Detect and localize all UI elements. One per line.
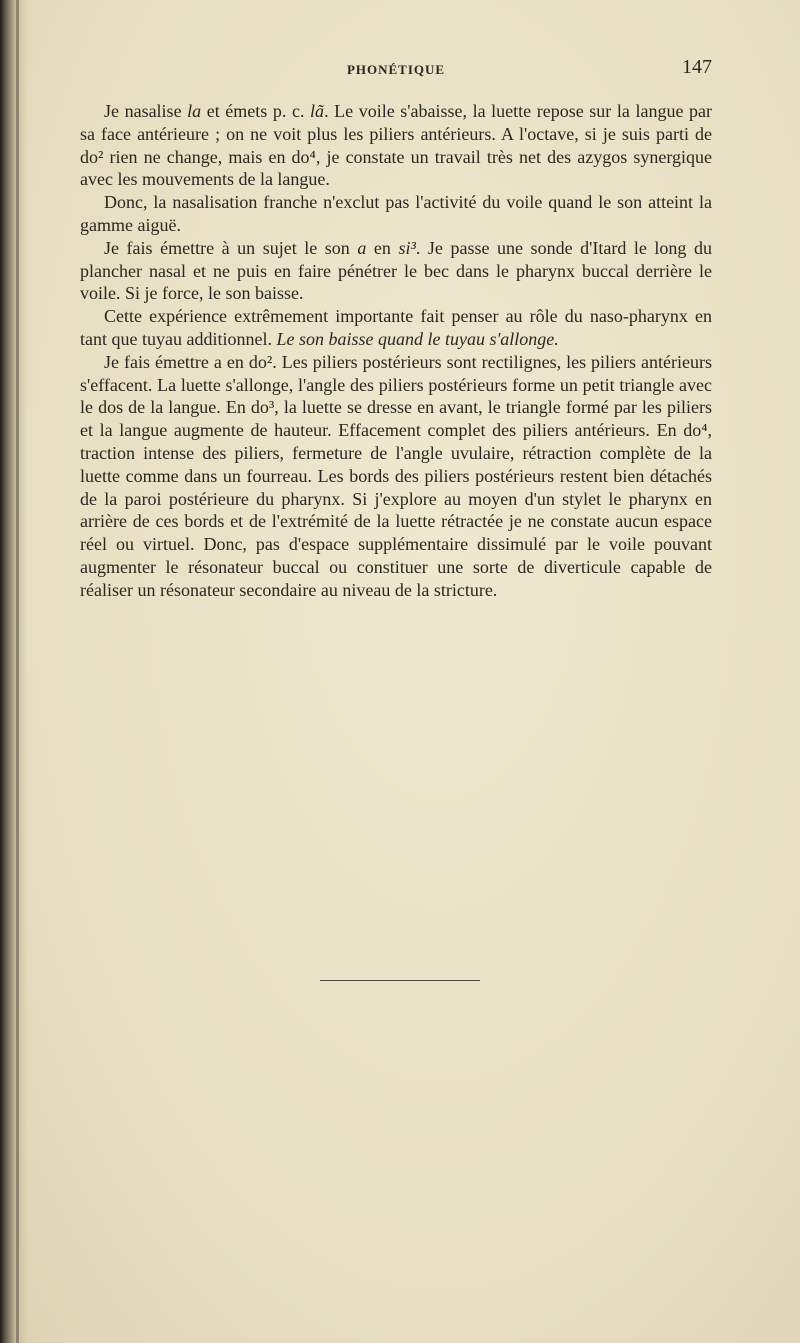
page-header — [80, 56, 712, 84]
paragraph-1 — [80, 100, 712, 191]
paragraph-3 — [80, 237, 712, 305]
paragraph-3-italic-a: a — [357, 237, 367, 258]
paragraph-5: Je fais émettre a en do². Les piliers postérieurs sont rectilignes, les piliers antérieurs s'effacent. La luette s'allonge, l'angle des piliers postérieurs forme un petit triangle avec le dos de la langue. En do³, la luette se dresse en avant, le triangle formé par les piliers et la langue augmente de hauteur. Effacement complet des piliers antérieurs. En do⁴, traction intense des piliers, fermeture de l'angle uvulaire, rétraction complète de la luette comme dans un fourreau. Les bords des piliers postérieurs restent bien détachés de la paroi postérieure du pharynx. Si j'explore au moyen d'un stylet le pharynx en arrière de ces bords et de l'extrémité de la luette rétractée je ne constate aucun espace réel ou virtuel. Donc, pas d'espace supplémentaire dissimulé par le voile pouvant augmenter le résonateur buccal ou constituer une sorte de diverticule capable de réaliser un résonateur secondaire au niveau de la stricture. — [80, 351, 712, 600]
running-head: PHONÉTIQUE — [346, 62, 446, 77]
paragraph-1-italic-la: la — [187, 101, 202, 121]
paragraph-1-text: Je nasalise — [104, 101, 188, 121]
page-number: 147 — [682, 56, 712, 78]
end-rule — [320, 980, 480, 981]
paragraph-2: Donc, la nasalisation franche n'exclut pas l'activité du voile quand le son atteint la gamme aiguë. — [80, 192, 712, 235]
binding-shadow-line — [16, 0, 19, 1343]
paragraph-4 — [80, 305, 712, 351]
paragraph-4-italic-conclusion: Le son baisse quand le tuyau s'allonge. — [276, 328, 559, 349]
paragraph-3-text-end: . Je passe une sonde d'Itard le long du plancher nasal et ne puis en faire pénétrer le bec dans le pharynx buccal derrière le voile. Si je force, le son baisse. — [80, 237, 712, 304]
paragraph-3-text-mid: en — [366, 237, 399, 258]
paragraph-1-italic-la-nasal: lã — [310, 101, 325, 121]
paragraph-3-text: Je fais émettre à un sujet le son — [104, 237, 358, 258]
paragraph-1-text-mid: et émets p. c. — [201, 101, 311, 121]
paragraph-3-italic-si: si³ — [398, 237, 416, 258]
book-binding-edge — [0, 0, 28, 1343]
paragraph-1-text-end: . Le voile s'abaisse, la luette repose sur la langue par sa face antérieure ; on ne voit plus les piliers antérieurs. A l'octave, si je suis parti de do² rien ne change, mais en do⁴, je constate un travail très net des azygos synergique avec les mouvements de la langue. — [80, 101, 712, 190]
body-text — [80, 100, 712, 602]
paragraph-4-text: Cette expérience extrêmement importante fait penser au rôle du naso-pharynx en tant que tuyau additionnel. — [80, 306, 712, 349]
